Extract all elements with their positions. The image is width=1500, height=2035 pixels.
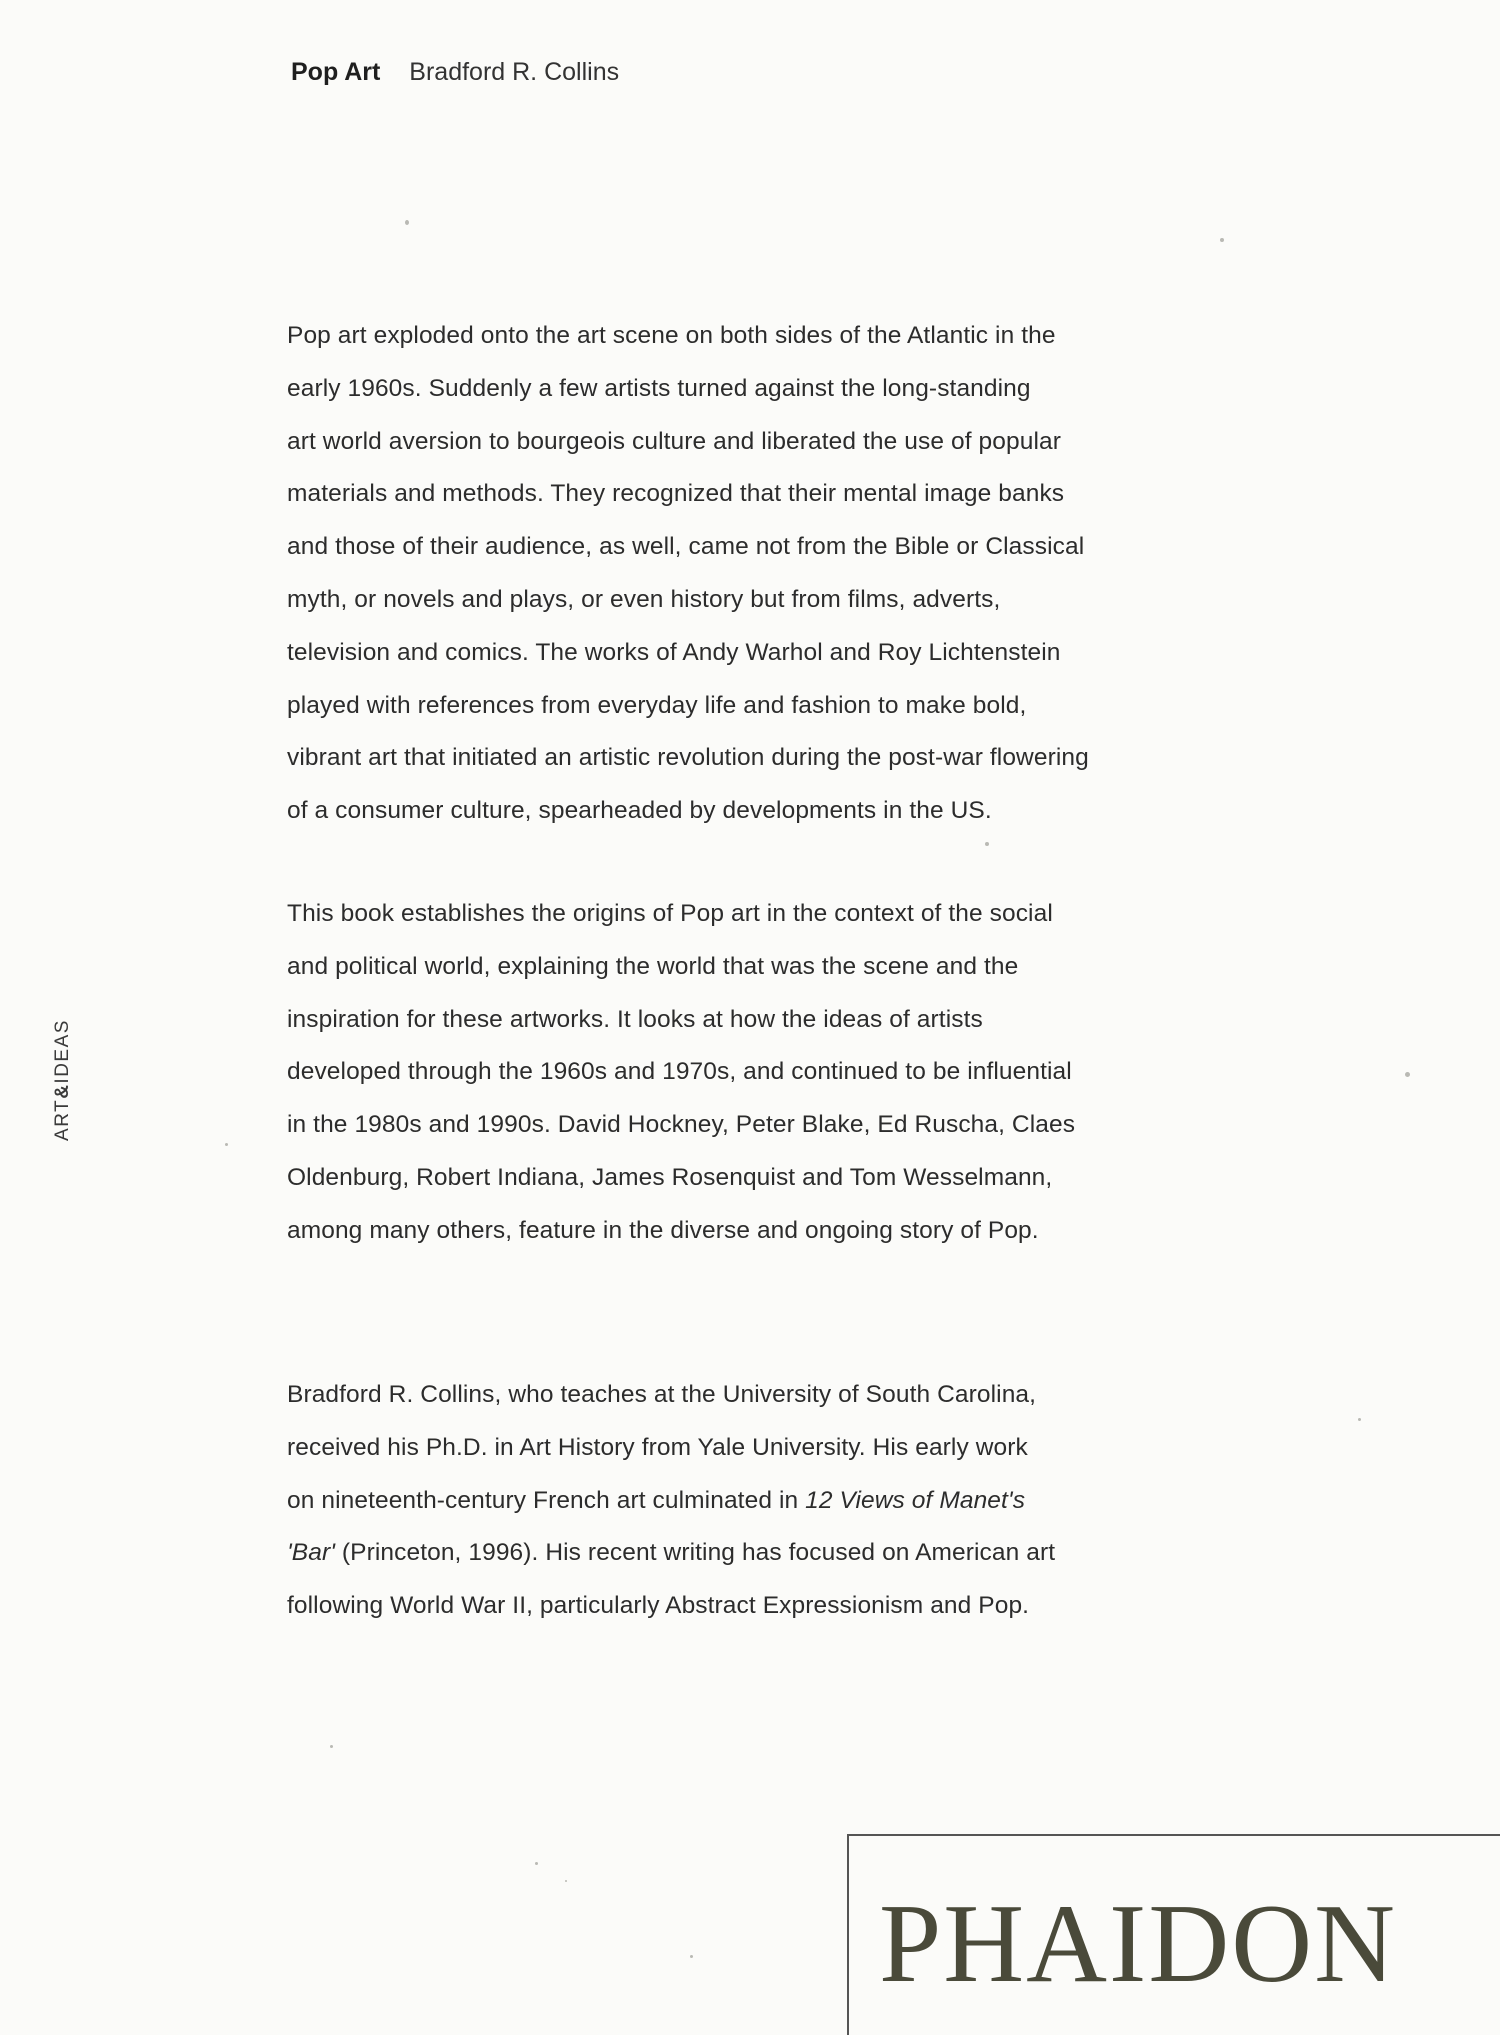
text-line: played with references from everyday life and fashion to make bold,: [287, 691, 1027, 719]
text-line: developed through the 1960s and 1970s, and continued to be influential: [287, 1058, 1072, 1086]
text-line: inspiration for these artworks. It looks at how the ideas of artists: [287, 1005, 983, 1033]
book-title-italic: 'Bar': [287, 1539, 335, 1567]
spine-ampersand: &: [52, 1083, 73, 1099]
series-spine-label: [52, 1019, 74, 1141]
text-line: Pop art exploded onto the art scene on both sides of the Atlantic in the: [287, 322, 1056, 349]
text-segment: (Princeton, 1996). His recent writing has focused on American art: [334, 1539, 1056, 1567]
book-title-italic: 12 Views of Manet's: [805, 1486, 1026, 1514]
text-line: materials and methods. They recognized that their mental image banks: [287, 480, 1065, 508]
text-line: and those of their audience, as well, came not from the Bible or Classical: [287, 533, 1085, 561]
scan-speck: [535, 1862, 538, 1865]
text-line: early 1960s. Suddenly a few artists turned against the long-standing: [287, 374, 1031, 402]
description-paragraph-1: [287, 310, 1227, 838]
text-line: and political world, explaining the world that was the scene and the: [287, 952, 1019, 980]
scan-speck: [330, 1745, 333, 1748]
text-line: in the 1980s and 1990s. David Hockney, Peter Blake, Ed Ruscha, Claes: [287, 1111, 1076, 1139]
spine-ideas: IDEAS: [52, 1019, 73, 1084]
scan-speck: [1405, 1072, 1410, 1077]
book-title: Pop Art: [291, 58, 381, 86]
book-header: [291, 52, 619, 92]
text-line: following World War II, particularly Abstract Expressionism and Pop.: [287, 1592, 1030, 1620]
publisher-logo: PHAIDON: [879, 1882, 1397, 2006]
description-paragraph-2: [287, 888, 1227, 1258]
text-line: art world aversion to bourgeois culture and liberated the use of popular: [287, 427, 1061, 455]
scan-speck: [690, 1955, 693, 1958]
text-line: vibrant art that initiated an artistic revolution during the post-war flowering: [287, 744, 1089, 772]
publisher-logo-box: [847, 1834, 1500, 2035]
text-line: [287, 1475, 1227, 1528]
text-line: received his Ph.D. in Art History from Yale University. His early work: [287, 1433, 1028, 1461]
text-line: of a consumer culture, spearheaded by developments in the US.: [287, 797, 992, 825]
text-line: Bradford R. Collins, who teaches at the University of South Carolina,: [287, 1381, 1037, 1408]
text-segment: on nineteenth-century French art culminated in: [287, 1486, 806, 1514]
text-line: among many others, feature in the diverse and ongoing story of Pop.: [287, 1216, 1039, 1244]
text-line: [287, 1527, 1227, 1580]
text-line: Oldenburg, Robert Indiana, James Rosenquist and Tom Wesselmann,: [287, 1163, 1053, 1191]
spine-art: ART: [52, 1098, 73, 1141]
scan-speck: [565, 1880, 567, 1882]
scan-speck: [985, 842, 989, 846]
text-line: myth, or novels and plays, or even history but from films, adverts,: [287, 585, 1001, 613]
author-bio-paragraph: [287, 1369, 1227, 1633]
scan-speck: [405, 220, 409, 225]
text-line: television and comics. The works of Andy Warhol and Roy Lichtenstein: [287, 638, 1061, 666]
text-line: This book establishes the origins of Pop art in the context of the social: [287, 900, 1053, 927]
scan-speck: [1220, 238, 1224, 242]
book-author: Bradford R. Collins: [409, 58, 620, 86]
scan-speck: [225, 1143, 228, 1146]
scan-speck: [1358, 1418, 1361, 1421]
